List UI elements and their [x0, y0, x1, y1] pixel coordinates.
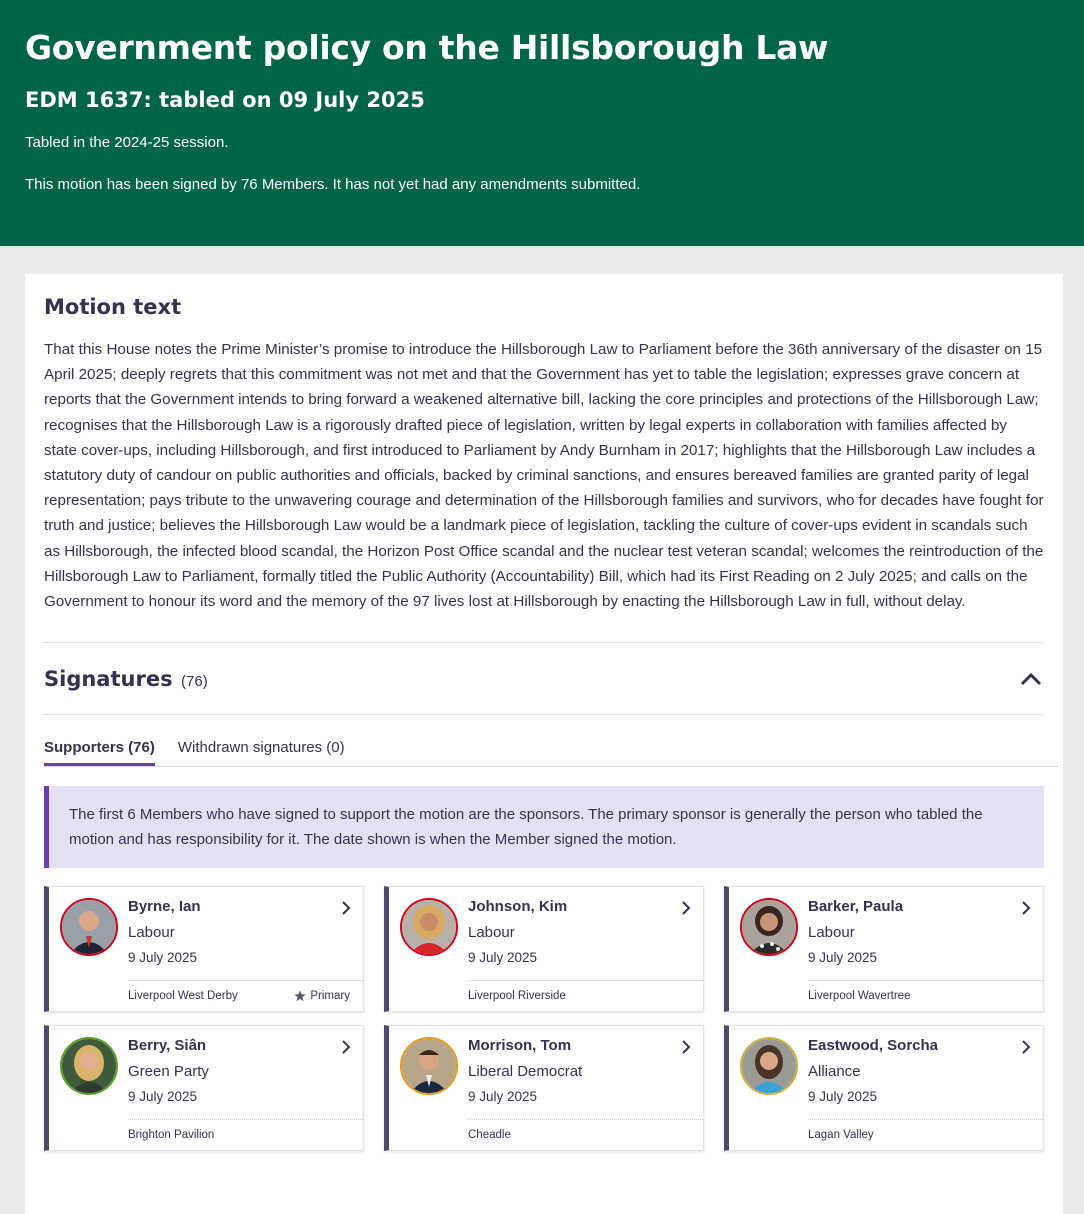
avatar [740, 1037, 798, 1095]
signatures-heading: Signatures [44, 666, 173, 691]
chevron-right-icon [1021, 1039, 1031, 1060]
member-date: 9 July 2025 [128, 950, 198, 966]
tab-withdrawn[interactable]: Withdrawn signatures (0) [177, 739, 345, 757]
member-date: 9 July 2025 [808, 1089, 878, 1105]
member-name: Morrison, Tom [468, 1037, 572, 1055]
chevron-up-icon[interactable] [1018, 666, 1044, 692]
member-constituency: Cheadle [468, 1129, 511, 1142]
page-header [0, 0, 1084, 246]
member-card[interactable] [44, 1025, 364, 1151]
avatar [60, 898, 118, 956]
avatar [400, 898, 458, 956]
member-party: Liberal Democrat [468, 1063, 583, 1081]
signatures-title-group [44, 667, 208, 691]
member-party: Alliance [808, 1063, 861, 1081]
motion-card [25, 274, 1063, 1214]
member-grid [44, 886, 1044, 1151]
avatar [60, 1037, 118, 1095]
primary-badge [294, 990, 350, 1002]
edm-subtitle: EDM 1637: tabled on 09 July 2025 [25, 88, 425, 112]
sponsors-notice: The first 6 Members who have signed to support the motion are the sponsors. The primary sponsor is generally the person who tabled the motion and has responsibility for it. The date shown is when the Member signed the motion. [44, 786, 1044, 868]
signed-summary: This motion has been signed by 76 Members. It has not yet had any amendments submitted. [25, 176, 641, 193]
page-title: Government policy on the Hillsborough Law [25, 28, 829, 67]
member-constituency: Liverpool West Derby [128, 990, 238, 1003]
chevron-right-icon [681, 900, 691, 921]
member-constituency: Brighton Pavilion [128, 1129, 215, 1142]
member-name: Byrne, Ian [128, 898, 201, 916]
member-party: Labour [468, 924, 515, 942]
member-card[interactable] [724, 886, 1044, 1012]
member-name: Eastwood, Sorcha [808, 1037, 939, 1055]
primary-label: Primary [310, 990, 350, 1003]
member-constituency: Liverpool Riverside [468, 990, 566, 1003]
signatures-header[interactable] [44, 643, 1044, 715]
signatures-count: (76) [181, 672, 208, 690]
member-name: Barker, Paula [808, 898, 904, 916]
member-constituency: Liverpool Wavertree [808, 990, 911, 1003]
member-date: 9 July 2025 [468, 1089, 538, 1105]
avatar [740, 898, 798, 956]
motion-text-body: That this House notes the Prime Minister’s promise to introduce the Hillsborough Law to Parliament before the 36th anniversary of the disaster on 15 April 2025; deeply regrets that this commitment was not met and that the Government has yet to table the legislation; expresses grave concern at reports that the Government intends to bring forward a weakened alternative bill, lacking the core principles and protections of the Hillsborough Law; recognises that the Hillsborough Law is a rigorously drafted piece of legislation, written by legal experts in collaboration with families affected by state cover-ups, including Hillsborough, and first introduced to Parliament by Andy Burnham in 2017; highlights that the Hillsborough Law includes a statutory duty of candour on public authorities and officials, backed by criminal sanctions, and ensures bereaved families are granted parity of legal representation; pays tribute to the unwavering courage and determination of the Hillsborough families and survivors, who for decades have fought for truth and justice; believes the Hillsborough Law would be a landmark piece of legislation, tackling the culture of cover-ups evident in scandals such as Hillsborough, the infected blood scandal, the Horizon Post Office scandal and the nuclear test veteran scandal; welcomes the reintroduction of the Hillsborough Law to Parliament, formally titled the Public Authority (Accountability) Bill, which had its First Reading on 2 July 2025; and calls on the Government to honour its word and the memory of the 97 lives lost at Hillsborough by enacting the Hillsborough Law in full, without delay. [44, 341, 1044, 611]
chevron-right-icon [341, 1039, 351, 1060]
member-card[interactable] [384, 886, 704, 1012]
member-party: Labour [128, 924, 175, 942]
member-party: Labour [808, 924, 855, 942]
member-card[interactable] [724, 1025, 1044, 1151]
signature-tabs [44, 715, 1058, 767]
chevron-right-icon [1021, 900, 1031, 921]
member-name: Johnson, Kim [468, 898, 568, 916]
chevron-right-icon [341, 900, 351, 921]
session-text: Tabled in the 2024-25 session. [25, 134, 229, 151]
member-party: Green Party [128, 1063, 209, 1081]
tab-supporters[interactable]: Supporters (76) [44, 739, 155, 766]
member-date: 9 July 2025 [468, 950, 538, 966]
avatar [400, 1037, 458, 1095]
member-date: 9 July 2025 [128, 1089, 198, 1105]
member-date: 9 July 2025 [808, 950, 878, 966]
motion-text-heading: Motion text [44, 295, 182, 319]
chevron-right-icon [681, 1039, 691, 1060]
member-name: Berry, Siân [128, 1037, 207, 1055]
member-card[interactable] [384, 1025, 704, 1151]
member-constituency: Lagan Valley [808, 1129, 874, 1142]
star-icon [294, 990, 306, 1002]
member-card[interactable] [44, 886, 364, 1012]
